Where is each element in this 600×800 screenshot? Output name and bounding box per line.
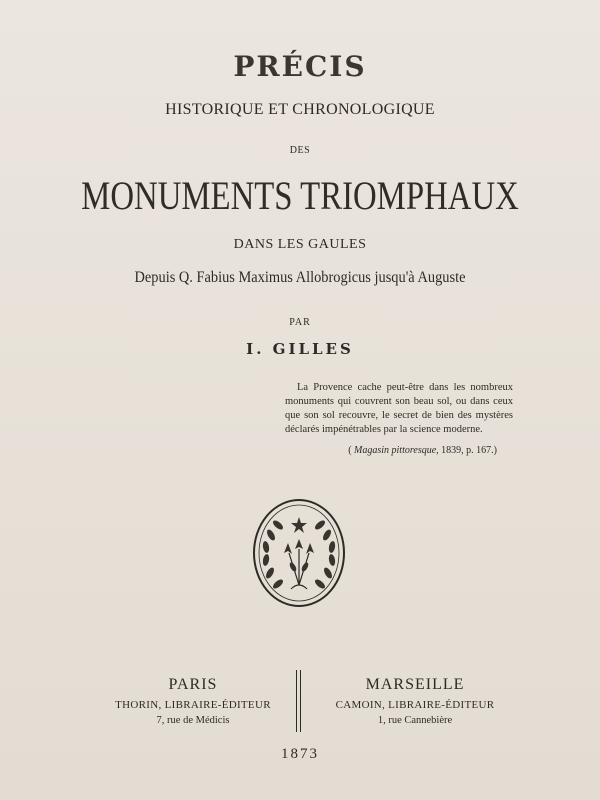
subtitle-historique: HISTORIQUE ET CHRONOLOGIQUE <box>165 101 435 118</box>
title-dans-les-gaules: DANS LES GAULES <box>233 237 367 252</box>
publisher-name: CAMOIN, LIBRAIRE-ÉDITEUR <box>335 699 495 711</box>
publication-year: 1873 <box>281 746 319 762</box>
title-precis: PRÉCIS <box>233 50 367 83</box>
main-title: MONUMENTS TRIOMPHAUX <box>81 173 519 218</box>
epigraph-source-rest: , 1839, p. 167.) <box>436 445 497 456</box>
author-par: PAR <box>289 317 311 328</box>
epigraph-text: La Provence cache peut-être dans les nombreux monuments qui couvrent son beau sol, ou dans ceux que son sol recouvre, le secret de bien des mystères déclarés impénétrables par la science moderne. <box>285 382 513 435</box>
publisher-address: 7, rue de Médicis <box>156 715 230 726</box>
publisher-paris <box>78 676 308 726</box>
publisher-city: PARIS <box>168 676 218 693</box>
title-period: Depuis Q. Fabius Maximus Allobrogicus jusqu'à Auguste <box>134 269 466 286</box>
epigraph-source <box>285 445 497 456</box>
publisher-name: THORIN, LIBRAIRE-ÉDITEUR <box>115 699 271 711</box>
author-name: I. GILLES <box>246 340 354 358</box>
publisher-city: MARSEILLE <box>365 676 465 693</box>
laurel-wreath-seal-icon <box>251 497 347 609</box>
title-des: DES <box>289 145 311 156</box>
publisher-address: 1, rue Cannebière <box>377 715 453 726</box>
epigraph-source-title: Magasin pittoresque <box>354 445 437 456</box>
publisher-marseille <box>300 676 530 726</box>
epigraph-source-open: ( <box>348 445 355 456</box>
